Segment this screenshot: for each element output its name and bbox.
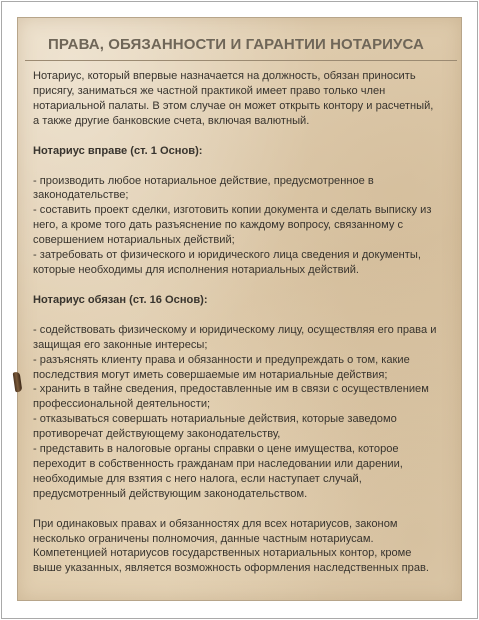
text-line: совершением нотариальных действий; xyxy=(33,234,235,247)
text-line: необходимые для взятия с него налога, если наступает случай, xyxy=(33,472,362,485)
text-line: переходит в собственность гражданам при наследовании или дарении, xyxy=(33,457,403,470)
text-line: - представить в налоговые органы справки о цене имущества, которое xyxy=(33,443,399,456)
text-line: - затребовать от физического и юридического лица сведения и документы, xyxy=(33,249,421,262)
duties-heading: Нотариус обязан (ст. 16 Основ): xyxy=(33,293,208,306)
text-line: - составить проект сделки, изготовить копии документа и сделать выписку из xyxy=(33,204,432,217)
paragraph-gap xyxy=(33,502,459,517)
text-line: последствия могут иметь совершаемые им нотариальные действия; xyxy=(33,368,388,381)
text-line: которые необходимы для исполнения нотариальных действий. xyxy=(33,263,360,276)
conclusion-paragraph xyxy=(33,517,459,577)
text-line: несколько ограничены полномочия, данные частным нотариусам. xyxy=(33,532,374,545)
text-line: а также другие банковские счета, включая валютный. xyxy=(33,114,310,127)
text-line: - хранить в тайне сведения, предоставленные им в связи с осуществлением xyxy=(33,383,429,396)
title-divider xyxy=(25,60,457,61)
paragraph-gap xyxy=(33,129,459,144)
text-line: него, а кроме того дать разъяснение по каждому вопросу, связанному с xyxy=(33,219,404,232)
text-line: - отказываться совершать нотариальные действия, которые заведомо xyxy=(33,413,397,426)
text-line: выше указанных, является возможность оформления наследственных прав. xyxy=(33,562,429,575)
paragraph-gap xyxy=(33,308,459,323)
text-line: присягу, заниматься же частной практикой имеет право только член xyxy=(33,84,386,97)
intro-paragraph xyxy=(33,69,459,129)
duties-list xyxy=(33,323,459,502)
text-line: противоречат действующему законодательству, xyxy=(33,428,281,441)
text-line: - содействовать физическому и юридическому лицу, осуществляя его права и xyxy=(33,323,437,336)
text-line: Компетенцией нотариусов государственных нотариальных контор, кроме xyxy=(33,547,412,560)
text-line: предусмотренный действующим законодательством. xyxy=(33,487,308,500)
text-line: нотариальной палаты. В этом случае он может открыть контору и расчетный, xyxy=(33,99,434,112)
rights-heading: Нотариус вправе (ст. 1 Основ): xyxy=(33,144,203,157)
text-line: - производить любое нотариальное действие, предусмотренное в xyxy=(33,174,374,187)
text-line: При одинаковых правах и обязанностях для всех нотариусов, законом xyxy=(33,517,398,530)
text-line: профессиональной деятельности; xyxy=(33,398,211,411)
paragraph-gap xyxy=(33,159,459,174)
article-body xyxy=(33,69,459,576)
text-line: Нотариус, который впервые назначается на должность, обязан приносить xyxy=(33,70,416,82)
rights-list xyxy=(33,174,459,278)
text-line: защищая его законные интересы; xyxy=(33,338,208,351)
page-title: ПРАВА, ОБЯЗАННОСТИ И ГАРАНТИИ НОТАРИУСА xyxy=(48,36,424,53)
text-line: - разъяснять клиенту права и обязанности и предупреждать о том, какие xyxy=(33,353,410,366)
text-line: законодательстве; xyxy=(33,189,129,202)
paragraph-gap xyxy=(33,278,459,293)
